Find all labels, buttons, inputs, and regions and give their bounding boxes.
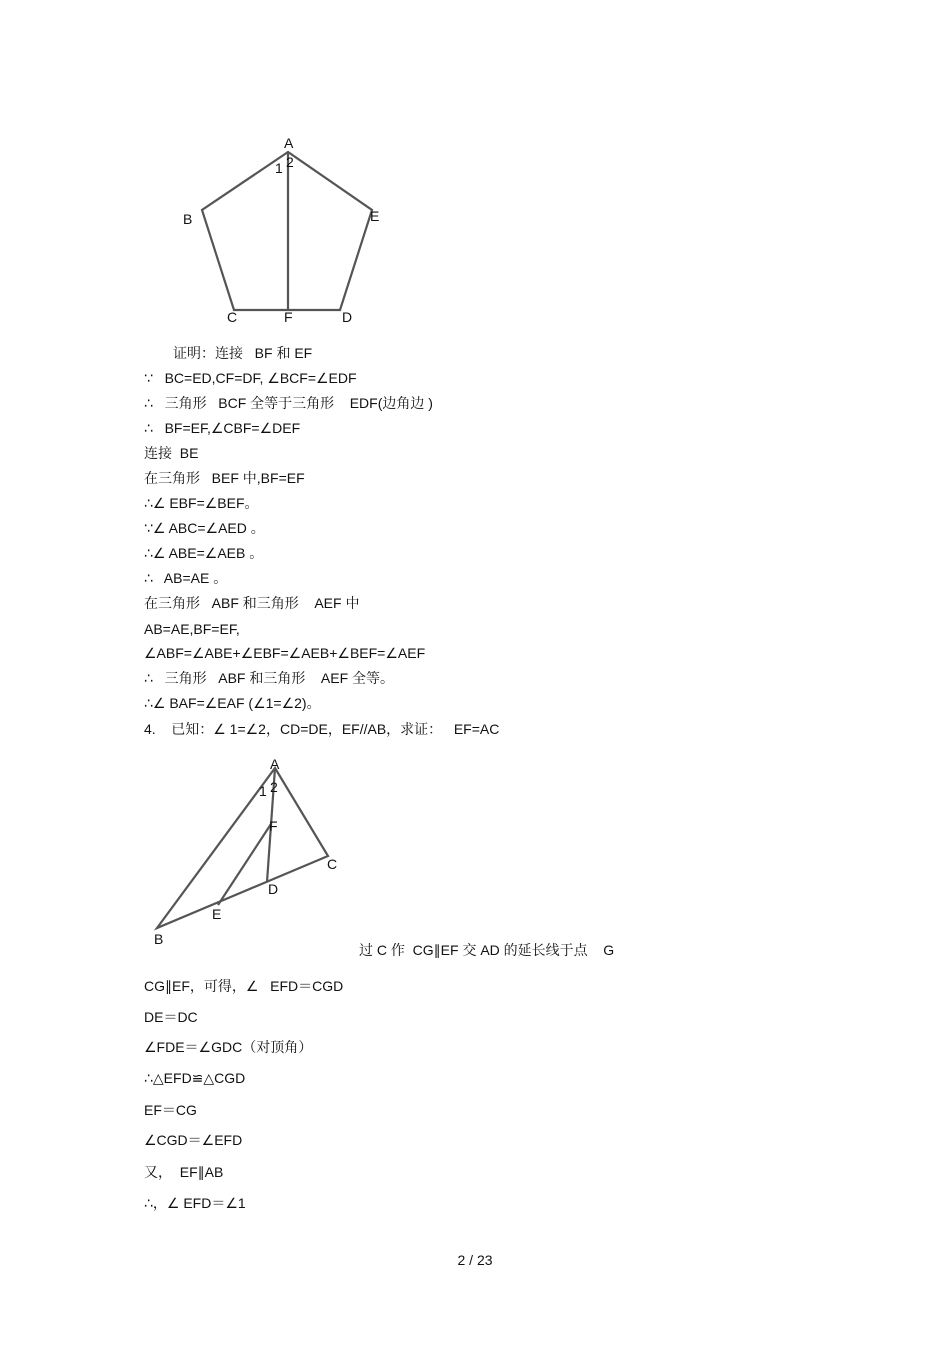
proof2-line-4: ∴△EFD≌△CGD bbox=[144, 1070, 246, 1086]
proof2-line-1: CG∥EF，可得，∠ EFD＝CGD bbox=[144, 978, 344, 994]
label-b: B bbox=[154, 931, 164, 947]
label-c: C bbox=[327, 856, 338, 872]
page-number: 2 / 23 bbox=[457, 1252, 493, 1268]
proof1-line-5: 连接 BE bbox=[144, 445, 199, 461]
label-angle-1: 1 bbox=[275, 160, 283, 176]
proof1-line-8: ∵∠ ABC=∠AED 。 bbox=[144, 520, 265, 536]
proof1-line-10: ∴ AB=AE 。 bbox=[144, 570, 228, 586]
label-c: C bbox=[227, 309, 238, 325]
label-d: D bbox=[342, 309, 353, 325]
label-d: D bbox=[268, 881, 279, 897]
proof2-line-8: ∴，∠ EFD＝∠1 bbox=[144, 1195, 246, 1211]
proof1-line-6: 在三角形 BEF 中,BF=EF bbox=[144, 470, 305, 486]
label-b: B bbox=[183, 211, 193, 227]
proof1-line-7: ∴∠ EBF=∠BEF。 bbox=[144, 495, 259, 511]
label-f: F bbox=[284, 309, 293, 325]
proof2-line-3: ∠FDE＝∠GDC（对顶角） bbox=[144, 1039, 313, 1055]
proof1-line-14: ∴ 三角形 ABF 和三角形 AEF 全等。 bbox=[144, 670, 395, 686]
label-angle-2: 2 bbox=[286, 154, 294, 170]
construction-note: 过 C 作 CG∥EF 交 AD 的延长线于点 G bbox=[359, 942, 615, 958]
label-a: A bbox=[284, 135, 294, 151]
triangle-abc bbox=[157, 768, 328, 928]
proof1-line-13: ∠ABF=∠ABE+∠EBF=∠AEB+∠BEF=∠AEF bbox=[144, 645, 426, 661]
proof1-line-4: ∴ BF=EF,∠CBF=∠DEF bbox=[144, 420, 301, 436]
label-angle-1: 1 bbox=[259, 783, 267, 799]
problem-4-statement: 4. 已知：∠ 1=∠2，CD=DE，EF//AB，求证： EF=AC bbox=[144, 721, 500, 737]
label-a: A bbox=[270, 756, 280, 772]
label-angle-2: 2 bbox=[270, 779, 278, 795]
label-e: E bbox=[370, 208, 380, 224]
proof2-line-6: ∠CGD＝∠EFD bbox=[144, 1132, 243, 1148]
proof2-line-7: 又， EF∥AB bbox=[144, 1164, 224, 1180]
proof1-line-2: ∵ BC=ED,CF=DF, ∠BCF=∠EDF bbox=[144, 370, 357, 386]
proof2-line-2: DE＝DC bbox=[144, 1009, 198, 1025]
label-e: E bbox=[212, 906, 222, 922]
triangle-figure bbox=[140, 750, 360, 950]
proof1-line-1: 证明：连接 BF 和 EF bbox=[173, 345, 313, 361]
proof1-line-9: ∴∠ ABE=∠AEB 。 bbox=[144, 545, 264, 561]
proof2-line-5: EF＝CG bbox=[144, 1102, 197, 1118]
proof1-line-11: 在三角形 ABF 和三角形 AEF 中 bbox=[144, 595, 360, 611]
proof1-line-15: ∴∠ BAF=∠EAF (∠1=∠2)。 bbox=[144, 695, 321, 711]
label-f: F bbox=[269, 818, 278, 834]
proof1-line-3: ∴ 三角形 BCF 全等于三角形 EDF(边角边 ) bbox=[144, 395, 433, 411]
pentagon-figure bbox=[170, 130, 390, 330]
proof1-line-12: AB=AE,BF=EF, bbox=[144, 621, 240, 637]
